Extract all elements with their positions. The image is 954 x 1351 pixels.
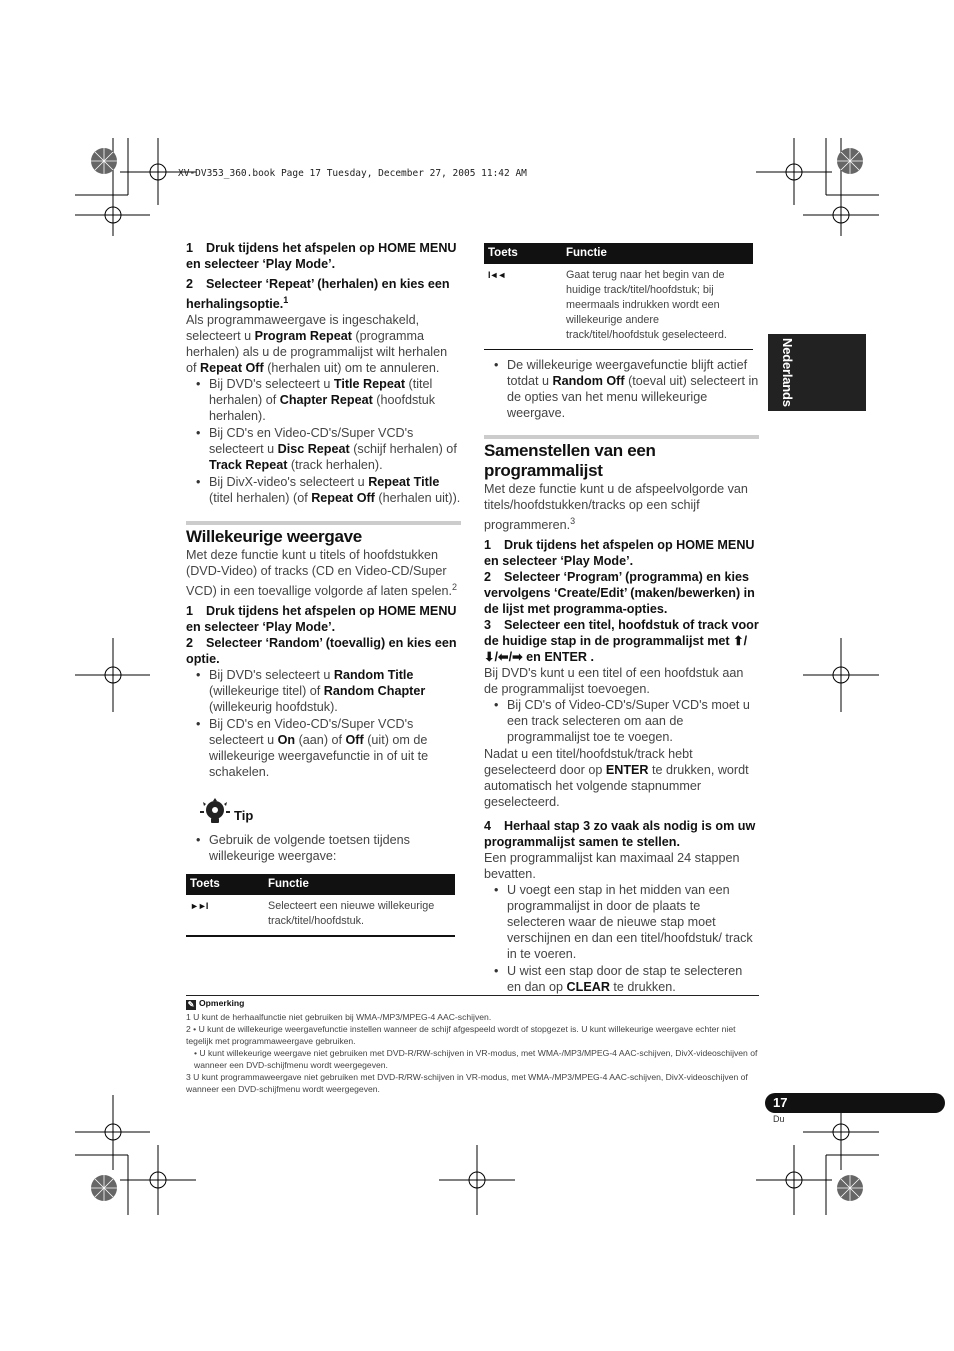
section-title-random: Willekeurige weergave bbox=[186, 527, 362, 547]
left-step-2: 2 Selecteer ‘Repeat’ (herhalen) en kies een herhalingsoptie.$^1$ bbox=[186, 277, 450, 312]
table-header-key: Toets bbox=[186, 874, 264, 895]
list-item: • Bij DVD's selecteert u Title Repeat (titel herhalen) of Chapter Repeat (hoofdstuk herhalen). bbox=[186, 376, 461, 424]
tip-bullets bbox=[186, 832, 461, 864]
page-number: 17 bbox=[773, 1095, 788, 1110]
program-step-4: 4 Herhaal stap 3 zo vaak als nodig is om uw programmalijst samen te stellen. bbox=[484, 819, 756, 850]
next-key-icon: ►►I bbox=[190, 901, 208, 912]
left-repeat-bullets bbox=[186, 376, 461, 506]
tip-label: Tip bbox=[234, 808, 254, 824]
list-item: • U voegt een stap in het midden van een programmalijst in door de plaats te selecteren waar de nieuwe stap moet verschijnen en dan een titel/hoofdstuk/ track in te voeren. bbox=[484, 882, 759, 962]
page-number-bar bbox=[765, 1093, 945, 1113]
list-item: • Gebruik de volgende toetsen tijdens willekeurige weergave: bbox=[186, 832, 461, 864]
page-language: Du bbox=[773, 1114, 785, 1124]
list-item: • Bij CD's en Video-CD's/Super VCD's selecteert u Disc Repeat (schijf herhalen) of Track Repeat (track herhalen). bbox=[186, 425, 461, 473]
right-random-bullet bbox=[484, 357, 759, 421]
section-rule bbox=[484, 435, 759, 439]
table-row bbox=[484, 264, 753, 349]
notes-rule bbox=[186, 995, 759, 996]
table-row bbox=[186, 895, 455, 935]
table-header-key: Toets bbox=[484, 243, 562, 264]
program-cd-bullet bbox=[484, 697, 759, 745]
list-item: • Bij DivX-video's selecteert u Repeat Title (titel herhalen) (of Repeat Off (herhalen uit)). bbox=[186, 474, 461, 506]
list-item: • U wist een stap door de stap te selecteren en dan op CLEAR te drukken. bbox=[484, 963, 759, 995]
left-para-repeat: Als programmaweergave is ingeschakeld, selecteert u Program Repeat (programma herhalen) als u de programmalijst wilt herhalen of Repeat Off (herhalen uit) om te annuleren. bbox=[186, 313, 448, 376]
note-icon: ✎ bbox=[187, 1000, 195, 1009]
list-item: • De willekeurige weergavefunctie blijft actief totdat u Random Off (toeval uit) selecteert in de opties van het menu willekeurige weergave. bbox=[484, 357, 759, 421]
random-prev-table bbox=[484, 243, 753, 350]
random-next-table bbox=[186, 874, 455, 937]
print-header: XV-DV353_360.book Page 17 Tuesday, December 27, 2005 11:42 AM bbox=[178, 168, 527, 179]
side-tab-label: Nederlands bbox=[780, 338, 795, 407]
table-cell: Gaat terug naar het begin van de huidige track/titel/hoofdstuk; bij meermaals indrukken wordt een willekeurige andere track/titel/hoofdstuk geselecteerd. bbox=[566, 269, 727, 341]
program-step-1: 1 Druk tijdens het afspelen op HOME MENU en selecteer ‘Play Mode’. bbox=[484, 538, 755, 569]
program-step-3: 3 Selecteer een titel, hoofdstuk of track voor de huidige stap in de programmalijst met ⬆/⬇/⬅/➡ en ENTER . bbox=[484, 618, 759, 665]
left-step-1: 1 Druk tijdens het afspelen op HOME MENU en selecteer ‘Play Mode’. bbox=[186, 241, 457, 271]
footnote-3: 3 U kunt programmaweergave niet gebruiken met DVD-R/RW-schijven in VR-modus, met WMA-/MP3/MPEG-4 AAC-schijven, DivX-videoschijven of wanneer een DVD-schijfmenu wordt weergegeven. bbox=[186, 1072, 748, 1094]
language-side-tab bbox=[768, 334, 866, 411]
program-para-dvd: Bij DVD's kunt u een titel of een hoofdstuk aan de programmalijst toevoegen. bbox=[484, 666, 744, 697]
program-intro: Met deze functie kunt u de afspeelvolgorde van titels/hoofdstukken/tracks op een schijf programmeren.$^3$ bbox=[484, 482, 748, 533]
program-para-max: Een programmalijst kan maximaal 24 stappen bevatten. bbox=[484, 851, 740, 882]
right-column bbox=[484, 243, 759, 996]
tip-heading bbox=[186, 798, 461, 826]
left-column bbox=[186, 240, 461, 937]
program-step-2: 2 Selecteer ‘Program’ (programma) en kies vervolgens ‘Create/Edit’ (maken/bewerken) in de lijst met programma-opties. bbox=[484, 570, 755, 617]
random-bullets bbox=[186, 667, 461, 780]
program-bullets bbox=[484, 882, 759, 995]
list-item: • Bij DVD's selecteert u Random Title (willekeurige titel) of Random Chapter (willekeurig hoofdstuk). bbox=[186, 667, 461, 715]
table-header-function: Functie bbox=[264, 874, 455, 895]
table-header-function: Functie bbox=[562, 243, 753, 264]
list-item: • Bij CD's of Video-CD's/Super VCD's moet u een track selecteren om aan de programmalijst toe te voegen. bbox=[484, 697, 759, 745]
footnote-2b: • U kunt willekeurige weergave niet gebruiken met DVD-R/RW-schijven in VR-modus, met WMA-/MP3/MPEG-4 AAC-schijven, DivX-videoschijven of wanneer een DVD-schijfmenu wordt weergegeven. bbox=[194, 1048, 758, 1070]
section-title-program: Samenstellen van een programmalijst bbox=[484, 441, 656, 480]
section-rule bbox=[186, 521, 461, 525]
list-item: • Bij CD's en Video-CD's/Super VCD's selecteert u On (aan) of Off (uit) om de willekeurige weergavefunctie in of uit te schakelen. bbox=[186, 716, 461, 780]
prev-key-icon: I◄◄ bbox=[488, 270, 506, 280]
lightbulb-icon bbox=[200, 798, 230, 826]
program-para-after: Nadat u een titel/hoofdstuk/track hebt geselecteerd door op ENTER te drukken, wordt automatisch het volgende stapnummer geselecteerd. bbox=[484, 747, 749, 810]
random-step-2: 2 Selecteer ‘Random’ (toevallig) en kies een optie. bbox=[186, 636, 457, 667]
footnote-1: 1 U kunt de herhaalfunctie niet gebruiken bij WMA-/MP3/MPEG-4 AAC-schijven. bbox=[186, 1012, 492, 1022]
footnotes bbox=[186, 997, 759, 1095]
random-intro: Met deze functie kunt u titels of hoofdstukken (DVD-Video) of tracks (CD en Video-CD/Super VCD) in een toevallige volgorde af laten spelen.$^2$ bbox=[186, 548, 458, 599]
footnote-2: 2 • U kunt de willekeurige weergavefunctie instellen wanneer de schijf afgespeeld wordt of stopgezet is. U kunt willekeurige weergave echter niet tegelijk met programmaweergave gebruiken. bbox=[186, 1024, 736, 1046]
table-cell: Selecteert een nieuwe willekeurige track/titel/hoofdstuk. bbox=[268, 900, 435, 928]
notes-heading: ✎ Opmerking bbox=[187, 998, 245, 1009]
random-step-1: 1 Druk tijdens het afspelen op HOME MENU en selecteer ‘Play Mode’. bbox=[186, 604, 457, 635]
